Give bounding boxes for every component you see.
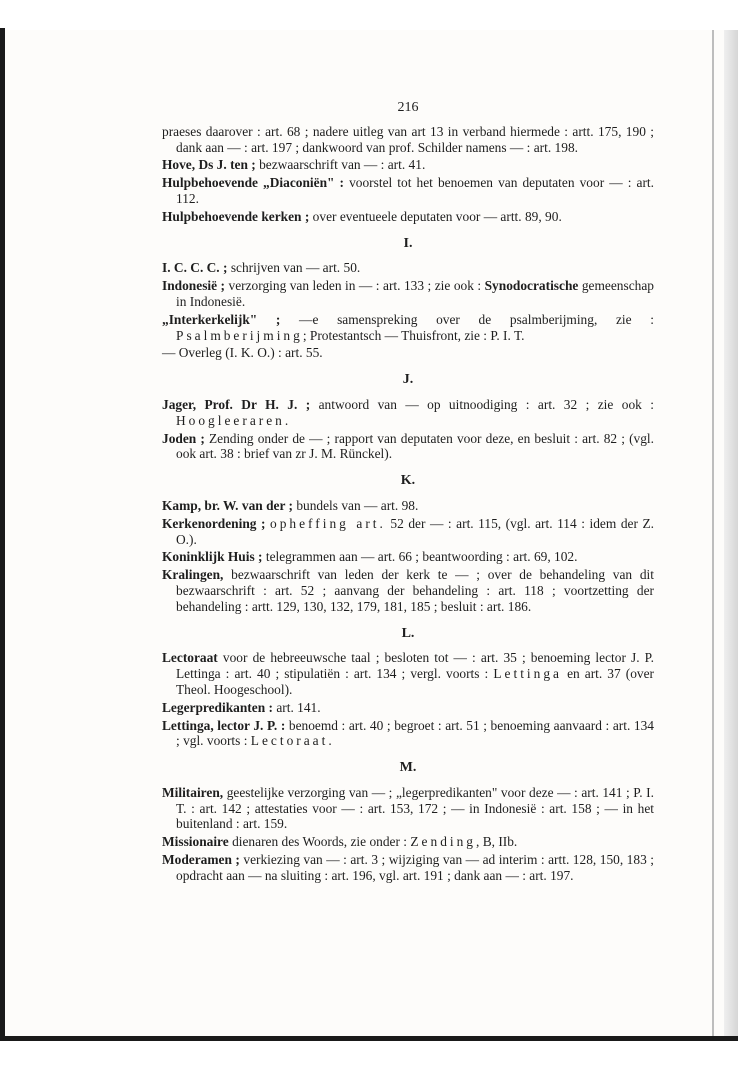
entry-text-continued: . bbox=[284, 412, 289, 428]
entry-spaced-reference: Lectoraat bbox=[250, 733, 329, 749]
entry-text: verkiezing van — : art. 3 ; wijziging van — ad interim : artt. 128, 150, 183 ; opdracht aan — na sluiting : art. 196, vgl. art. 191 ; dank aan — : art. 197. bbox=[176, 852, 654, 883]
entry-lead: Hulpbehoevende kerken ; bbox=[162, 208, 310, 224]
index-entry-overleg bbox=[162, 345, 654, 361]
page-number: 216 bbox=[397, 100, 419, 115]
entry-spaced-reference: Lettinga bbox=[493, 666, 562, 682]
scan-right-edge bbox=[724, 30, 738, 1036]
index-entry-kamp bbox=[162, 498, 654, 514]
entry-lead: Jager, Prof. Dr H. J. ; bbox=[162, 396, 311, 412]
entry-cross-reference: Synodocratische bbox=[484, 278, 579, 294]
entry-lead: Koninklijk Huis ; bbox=[162, 549, 263, 565]
entry-text: antwoord van — op uitnoodiging : art. 32 ; zie ook : bbox=[318, 396, 654, 412]
entry-lead: Indonesië ; bbox=[162, 278, 226, 294]
index-entry-hulpbehoevende-kerken bbox=[162, 209, 654, 225]
index-text-column bbox=[162, 100, 654, 886]
entry-spaced-reference: opheffing art. bbox=[270, 515, 386, 531]
index-entry-lettinga bbox=[162, 718, 654, 750]
entry-text-continued: , B, IIb. bbox=[476, 834, 518, 850]
entry-text: telegrammen aan — art. 66 ; beantwoording : art. 69, 102. bbox=[265, 549, 578, 565]
entry-text: bezwaarschrift van — : art. 41. bbox=[259, 157, 426, 173]
scan-bottom-edge bbox=[0, 1036, 738, 1041]
entry-text: dienaren des Woords, zie onder : bbox=[232, 834, 408, 850]
entry-spaced-reference: Zending bbox=[410, 834, 476, 850]
index-entry-lectoraat bbox=[162, 650, 654, 697]
entry-lead: Missionaire bbox=[162, 834, 229, 850]
entry-lead: Moderamen ; bbox=[162, 852, 240, 868]
index-entry-koninklijk-huis bbox=[162, 549, 654, 565]
entry-text: schrijven van — art. 50. bbox=[230, 260, 361, 276]
entry-text: — Overleg (I. K. O.) : art. 55. bbox=[162, 345, 323, 361]
entry-text: benoemd : art. 40 ; begroet : art. 51 ; benoeming aanvaard : art. 134 ; vgl. voorts : bbox=[176, 717, 654, 749]
index-entry-joden bbox=[162, 431, 654, 463]
entry-text-continued: gemeenschap in Indonesië. bbox=[176, 278, 654, 309]
index-entry-militairen bbox=[162, 785, 654, 832]
entry-text: voorstel tot het benoemen van deputaten voor — : art. 112. bbox=[176, 175, 654, 206]
section-heading-i: I. bbox=[403, 235, 413, 251]
index-entry-hove bbox=[162, 157, 654, 173]
entry-text: geestelijke verzorging van — ; „legerpredikanten" voor deze — : art. 141 ; P. I. T. : art. 142 ; attestaties voor — : art. 153, 172 ; — in Indonesië : art. 158 ; — in het buitenland : art. 159. bbox=[176, 784, 654, 832]
entry-lead: Kerkenordening ; bbox=[162, 515, 266, 531]
entry-text: verzorging van leden in — : art. 133 ; zie ook : bbox=[228, 278, 482, 294]
index-entry-praeses-continuation bbox=[162, 124, 654, 156]
entry-text: over eventueele deputaten voor — artt. 89, 90. bbox=[312, 208, 562, 224]
index-entry-hulpbehoevende-diaconien bbox=[162, 175, 654, 207]
index-entry-kralingen bbox=[162, 567, 654, 614]
entry-text: bezwaarschrift van leden der kerk te — ; over de behandeling van dit bezwaarschrift : art. 52 ; aanvang der behandeling : art. 118 ; voortzetting der behandeling : artt. 129, 130, 132, 179, 181, 185 ; besluit : art. 186. bbox=[176, 567, 654, 614]
entry-text-continued: ; Protestantsch — Thuisfront, zie : P. I. T. bbox=[302, 327, 525, 343]
entry-text: voor de hebreeuwsche taal ; besloten tot — : art. 35 ; benoeming lector J. P. Lettinga : art. 40 ; stipulatiën : art. 134 ; vergl. voorts : bbox=[176, 650, 654, 682]
section-heading-j: J. bbox=[402, 372, 414, 388]
entry-lead: Joden ; bbox=[162, 430, 205, 446]
entry-lead: Kamp, br. W. van der ; bbox=[162, 497, 293, 513]
index-entry-jager bbox=[162, 397, 654, 429]
entry-lead: Lectoraat bbox=[162, 650, 218, 666]
entry-text: Zending onder de — ; rapport van deputaten voor deze, en besluit : art. 82 ; (vgl. ook art. 38 : brief van zr J. M. Rünckel). bbox=[176, 430, 654, 462]
entry-text: bundels van — art. 98. bbox=[296, 497, 419, 513]
entry-text: praeses daarover : art. 68 ; nadere uitleg van art 13 in verband hiermede : artt. 175, 190 ; dank aan — : art. 197 ; dankwoord van prof. Schilder namens — : art. 198. bbox=[162, 123, 654, 155]
entry-text: —e samenspreking over de psalmberijming, zie : bbox=[299, 311, 654, 327]
index-entry-iccc bbox=[162, 260, 654, 276]
section-heading-k: K. bbox=[400, 473, 416, 489]
index-entry-indonesie bbox=[162, 278, 654, 310]
index-entry-kerkenordening bbox=[162, 516, 654, 548]
entry-lead: „Interkerkelijk" ; bbox=[162, 311, 281, 327]
scan-right-shadow-line bbox=[712, 30, 714, 1036]
entry-text: art. 141. bbox=[276, 699, 321, 715]
index-entry-missionaire bbox=[162, 834, 654, 850]
entry-lead: Lettinga, lector J. P. : bbox=[162, 717, 286, 733]
index-entry-interkerkelijk bbox=[162, 312, 654, 344]
entry-lead: Legerpredikanten : bbox=[162, 699, 273, 715]
entry-lead: Kralingen, bbox=[162, 567, 224, 583]
section-heading-l: L. bbox=[401, 625, 415, 641]
entry-spaced-reference: Psalmberijming bbox=[176, 327, 303, 343]
entry-lead: Hulpbehoevende „Diaconiën" : bbox=[162, 175, 345, 191]
entry-spaced-reference: Hoogleeraren bbox=[176, 412, 285, 428]
entry-text-continued: en art. 37 (over Theol. Hoogeschool). bbox=[176, 666, 655, 697]
entry-lead: I. C. C. C. ; bbox=[162, 260, 228, 276]
entry-text: 52 der — : art. 115, (vgl. art. 114 : idem der Z. O.). bbox=[176, 515, 654, 547]
entry-text-continued: . bbox=[328, 733, 332, 749]
section-heading-m: M. bbox=[399, 760, 417, 776]
entry-lead: Hove, Ds J. ten ; bbox=[162, 157, 256, 173]
index-entry-moderamen bbox=[162, 852, 654, 884]
index-entry-legerpredikanten bbox=[162, 700, 654, 716]
entry-lead: Militairen, bbox=[162, 784, 224, 800]
